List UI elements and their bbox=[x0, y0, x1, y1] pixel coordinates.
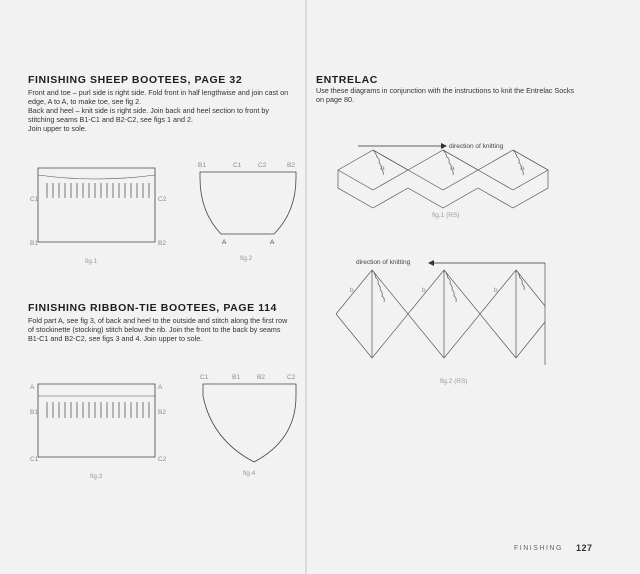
fig4-caption: fig.4 bbox=[243, 470, 256, 477]
fig1-label-c1: C1 bbox=[30, 196, 39, 203]
fig1-label-c2: C2 bbox=[158, 196, 167, 203]
entrelac-fig2 bbox=[336, 260, 545, 365]
paragraph: Join upper to sole. bbox=[28, 124, 87, 133]
paragraph: Fold part A, see fig 3, of back and heel to the outside and stitch along the first row of stockinette (stocking) stitch below the rib. Join the front to the back by seams B1-C1 and B2-C2, see figs 3 and 4. Join upper to sole. bbox=[28, 316, 288, 343]
entrelac-fig1-caption: fig.1 (RS) bbox=[432, 212, 460, 219]
fig3-outline bbox=[38, 384, 155, 457]
entrelac-fig2-direction-label: direction of knitting bbox=[356, 259, 411, 266]
entrelac-fig2-caption: fig.2 (RS) bbox=[440, 378, 468, 385]
fig3-label-c2: C2 bbox=[158, 456, 167, 463]
entrelac-fig1 bbox=[338, 143, 548, 208]
fig2-label-a-left: A bbox=[222, 239, 227, 246]
fig1-rib-lines bbox=[47, 183, 149, 198]
fig3-label-a-left: A bbox=[30, 384, 35, 391]
fig3-label-b2: B2 bbox=[158, 409, 166, 416]
edge-label: b bbox=[422, 287, 426, 294]
ribbon-tie-bootees-title: FINISHING RIBBON-TIE BOOTEES, PAGE 114 bbox=[28, 302, 277, 314]
fig2-label-b2: B2 bbox=[287, 162, 295, 169]
edge-label: b bbox=[350, 287, 354, 294]
paragraph: Back and heel – knit side is right side. Join back and heel section to front by stitching seams B1-C1 and B2-C2, see figs 1 and 2. bbox=[28, 106, 269, 124]
fig1-caption: fig.1 bbox=[85, 258, 98, 265]
paragraph: Use these diagrams in conjunction with the instructions to knit the Entrelac Socks on page 80. bbox=[316, 86, 575, 104]
fig4-label-b1: B1 bbox=[232, 374, 240, 381]
footer-section-name: FINISHING bbox=[514, 545, 563, 552]
fig4-label-c1: C1 bbox=[200, 374, 209, 381]
fig3-label-b1: B1 bbox=[30, 409, 38, 416]
direction-arrow-right-icon bbox=[441, 143, 447, 149]
fig2-outline bbox=[200, 172, 296, 234]
fig3-caption: fig.3 bbox=[90, 473, 103, 480]
edge-label: a bbox=[381, 165, 385, 172]
fig4-label-c2: C2 bbox=[287, 374, 296, 381]
fig1-label-b2: B2 bbox=[158, 240, 166, 247]
fig4-label-b2: B2 bbox=[257, 374, 265, 381]
ribbon-tie-bootees-instructions bbox=[28, 316, 290, 343]
fig2-caption: fig.2 bbox=[240, 255, 253, 262]
edge-label: a bbox=[451, 165, 455, 172]
fig2-label-b1: B1 bbox=[198, 162, 206, 169]
fig1-curve bbox=[38, 175, 155, 179]
page-number: 127 bbox=[576, 543, 593, 553]
entrelac-fig1-direction-label: direction of knitting bbox=[449, 143, 504, 150]
fig2-label-c1: C1 bbox=[233, 162, 242, 169]
fig4-outline bbox=[203, 384, 296, 462]
fig3-rib-lines bbox=[47, 402, 149, 418]
entrelac-instructions bbox=[316, 86, 576, 104]
paragraph: Front and toe – purl side is right side. Fold front in half lengthwise and join cast on edge, A to A, to make toe, see fig 2. bbox=[28, 88, 289, 106]
fig3-label-a-right: A bbox=[158, 384, 163, 391]
fig3-label-c1: C1 bbox=[30, 456, 39, 463]
fig2-label-a-right: A bbox=[270, 239, 275, 246]
direction-arrow-left-icon bbox=[428, 260, 434, 266]
entrelac-title: ENTRELAC bbox=[316, 74, 378, 86]
edge-label: b bbox=[494, 287, 498, 294]
sheep-bootees-title: FINISHING SHEEP BOOTEES, PAGE 32 bbox=[28, 74, 243, 86]
edge-label: a bbox=[521, 165, 525, 172]
fig2-label-c2: C2 bbox=[258, 162, 267, 169]
fig1-label-b1: B1 bbox=[30, 240, 38, 247]
